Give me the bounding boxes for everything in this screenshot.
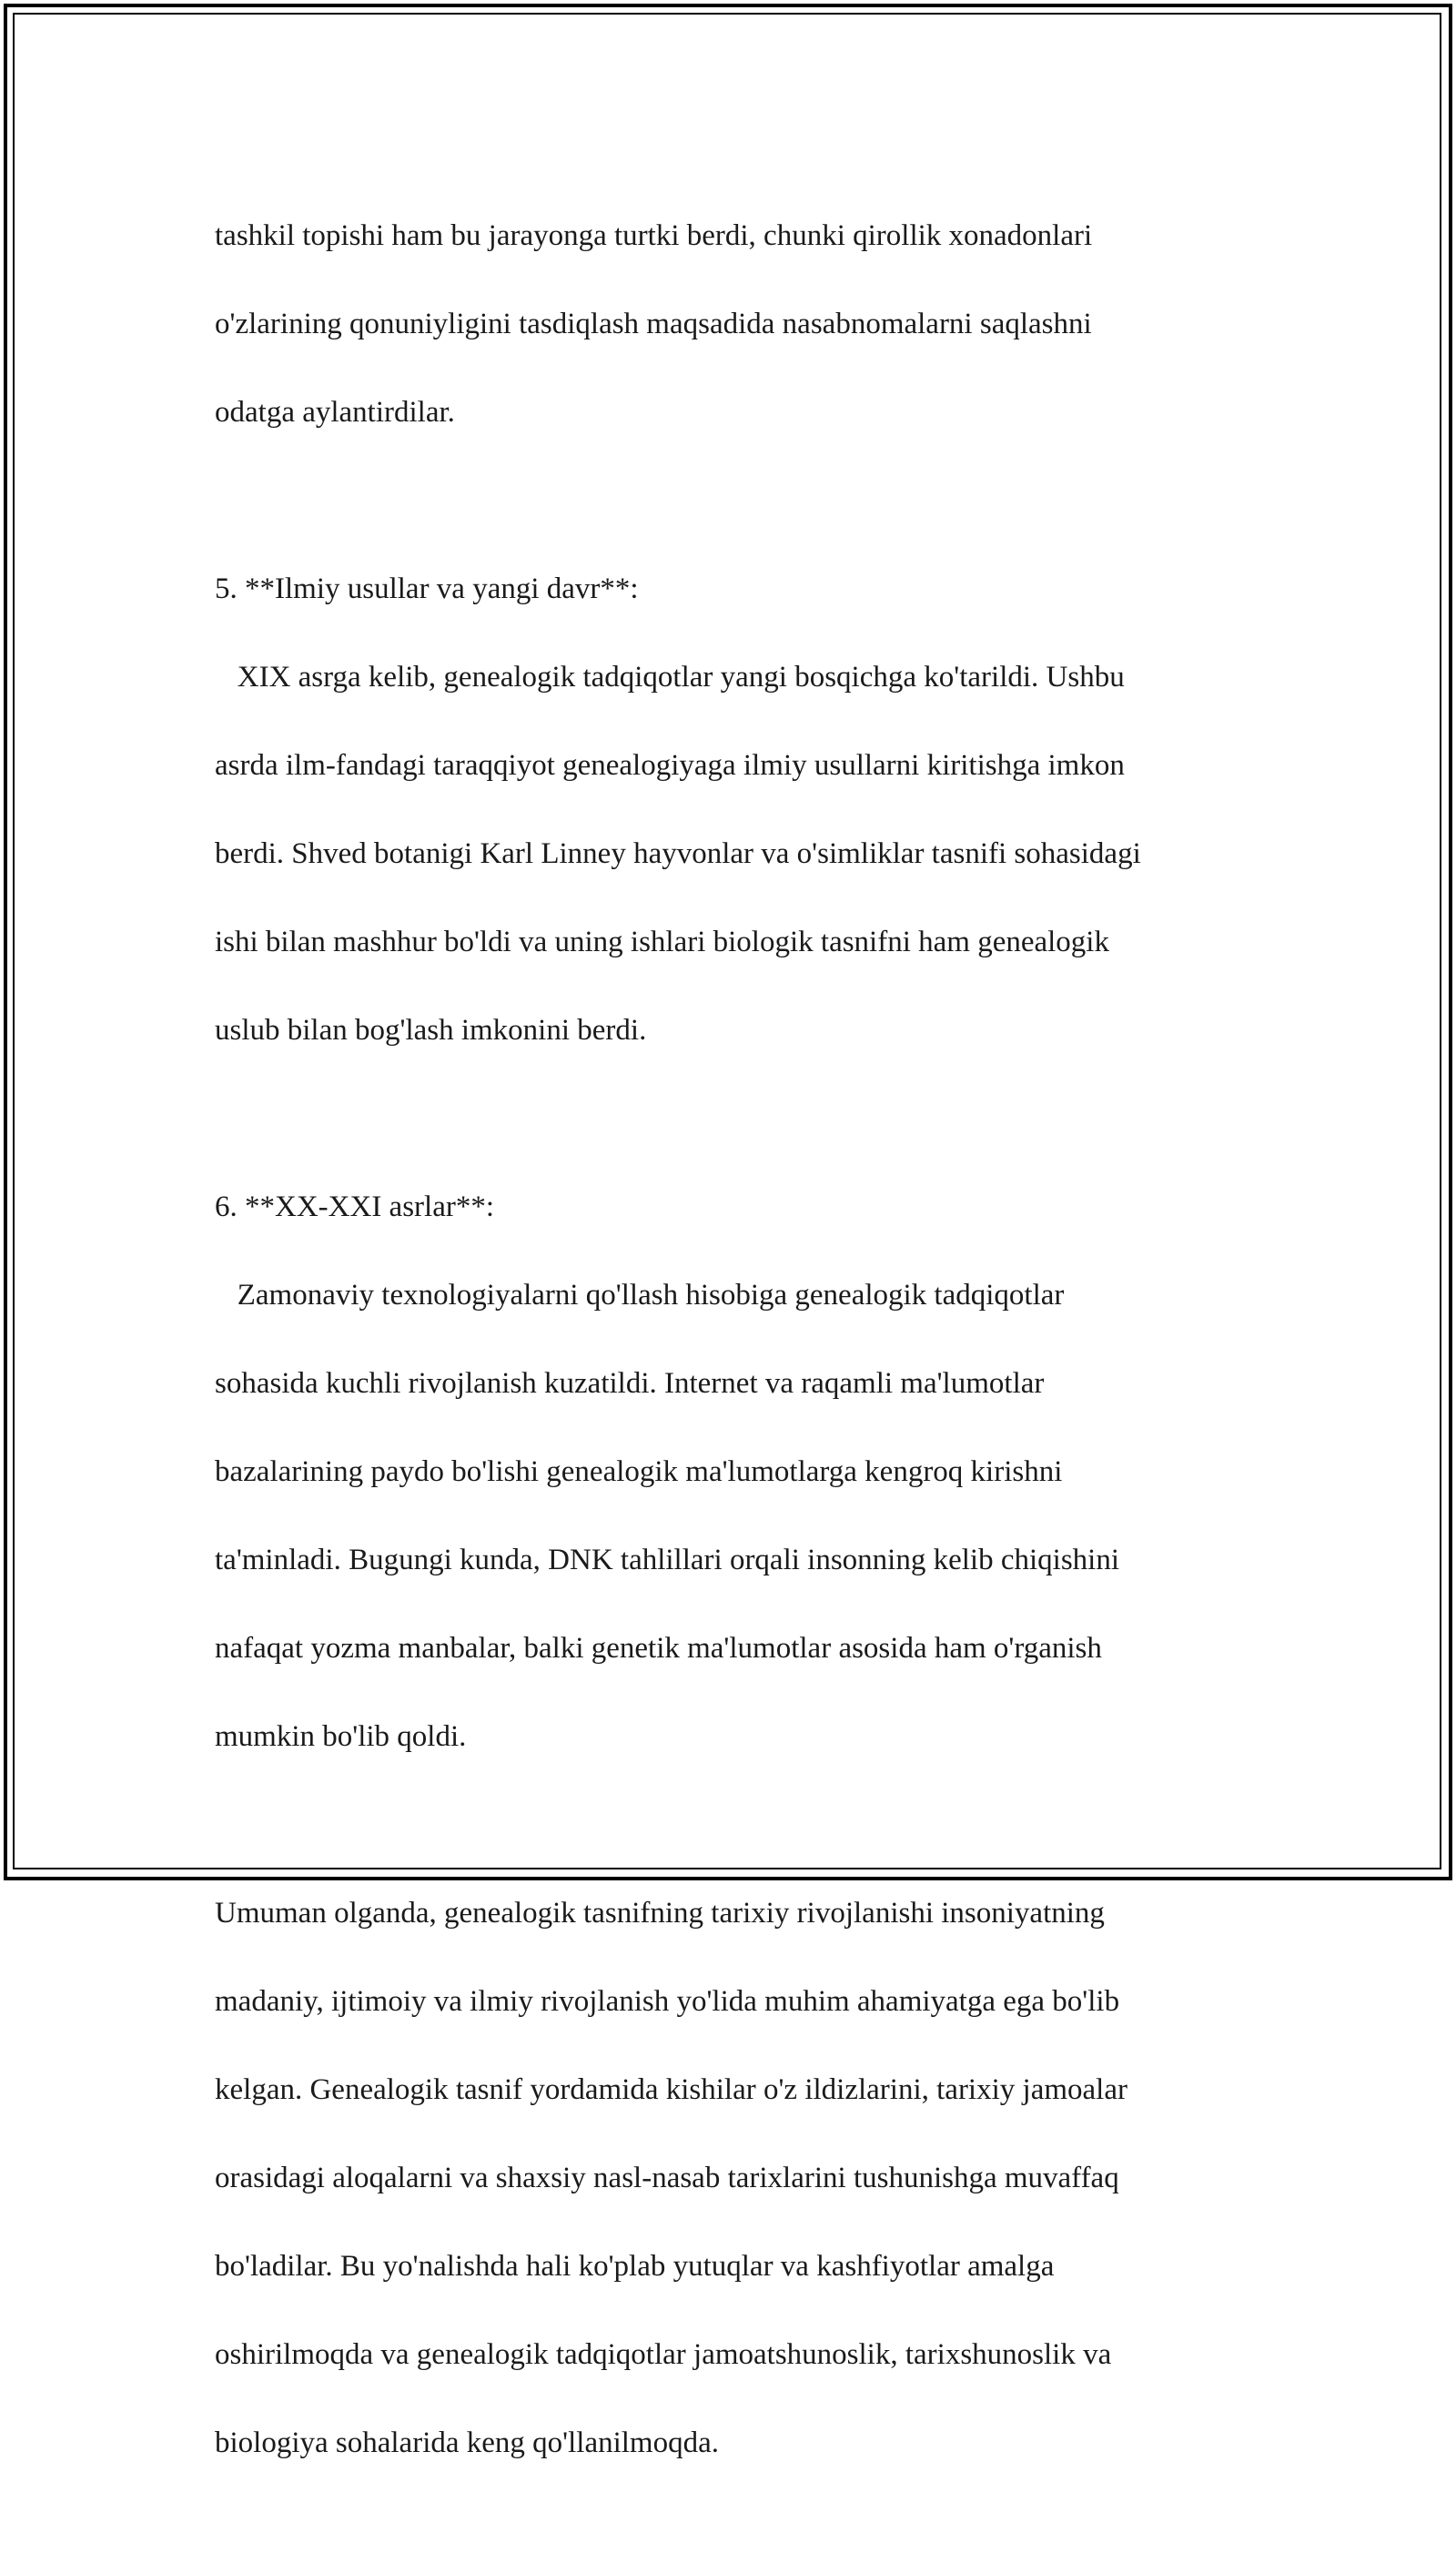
text-line: orasidagi aloqalarni va shaxsiy nasl-nasab tarixlarini tushunishga muvaffaq bbox=[215, 2161, 1119, 2194]
paragraph-continuation bbox=[215, 169, 1270, 479]
text-line: kelgan. Genealogik tasnif yordamida kishilar o'z ildizlarini, tarixiy jamoalar bbox=[215, 2072, 1127, 2106]
text-line: madaniy, ijtimoiy va ilmiy rivojlanish yo'lida muhim ahamiyatga ega bo'lib bbox=[215, 1984, 1120, 2018]
text-line: uslub bilan bog'lash imkonini berdi. bbox=[215, 1013, 647, 1047]
paragraph-conclusion bbox=[215, 1847, 1270, 2509]
text-line: XIX asrga kelib, genealogik tadqiqotlar yangi bosqichga ko'tarildi. Ushbu bbox=[215, 660, 1125, 694]
text-line: asrda ilm-fandagi taraqqiyot genealogiyaga ilmiy usullarni kiritishga imkon bbox=[215, 748, 1125, 782]
text-line: bo'ladilar. Bu yo'nalishda hali ko'plab yutuqlar va kashfiyotlar amalga bbox=[215, 2249, 1055, 2283]
text-line: berdi. Shved botanigi Karl Linney hayvonlar va o'simliklar tasnifi sohasidagi bbox=[215, 836, 1141, 870]
document-body bbox=[215, 169, 1270, 2553]
text-line: o'zlarining qonuniyligini tasdiqlash maqsadida nasabnomalarni saqlashni bbox=[215, 307, 1092, 340]
text-line: biologiya sohalarida keng qo'llanilmoqda. bbox=[215, 2426, 719, 2459]
paragraph-section-5 bbox=[215, 522, 1270, 1097]
text-line: tashkil topishi ham bu jarayonga turtki berdi, chunki qirollik xonadonlari bbox=[215, 218, 1093, 252]
text-line: oshirilmoqda va genealogik tadqiqotlar jamoatshunoslik, tarixshunoslik va bbox=[215, 2337, 1112, 2371]
text-line: mumkin bo'lib qoldi. bbox=[215, 1719, 467, 1753]
text-line: nafaqat yozma manbalar, balki genetik ma'lumotlar asosida ham o'rganish bbox=[215, 1631, 1102, 1665]
section-heading: 6. **XX-XXI asrlar**: bbox=[215, 1190, 495, 1223]
text-line: Zamonaviy texnologiyalarni qo'llash hisobiga genealogik tadqiqotlar bbox=[215, 1278, 1065, 1312]
text-line: ishi bilan mashhur bo'ldi va uning ishlari biologik tasnifni ham genealogik bbox=[215, 925, 1109, 958]
text-line: sohasida kuchli rivojlanish kuzatildi. Internet va raqamli ma'lumotlar bbox=[215, 1366, 1045, 1400]
section-heading: 5. **Ilmiy usullar va yangi davr**: bbox=[215, 572, 639, 605]
text-line: bazalarining paydo bo'lishi genealogik ma'lumotlarga kengroq kirishni bbox=[215, 1454, 1063, 1488]
text-line: odatga aylantirdilar. bbox=[215, 395, 455, 429]
text-line: ta'minladi. Bugungi kunda, DNK tahlillari orqali insonning kelib chiqishini bbox=[215, 1543, 1119, 1576]
text-line: Umuman olganda, genealogik tasnifning tarixiy rivojlanishi insoniyatning bbox=[215, 1896, 1105, 1930]
paragraph-section-6 bbox=[215, 1140, 1270, 1803]
